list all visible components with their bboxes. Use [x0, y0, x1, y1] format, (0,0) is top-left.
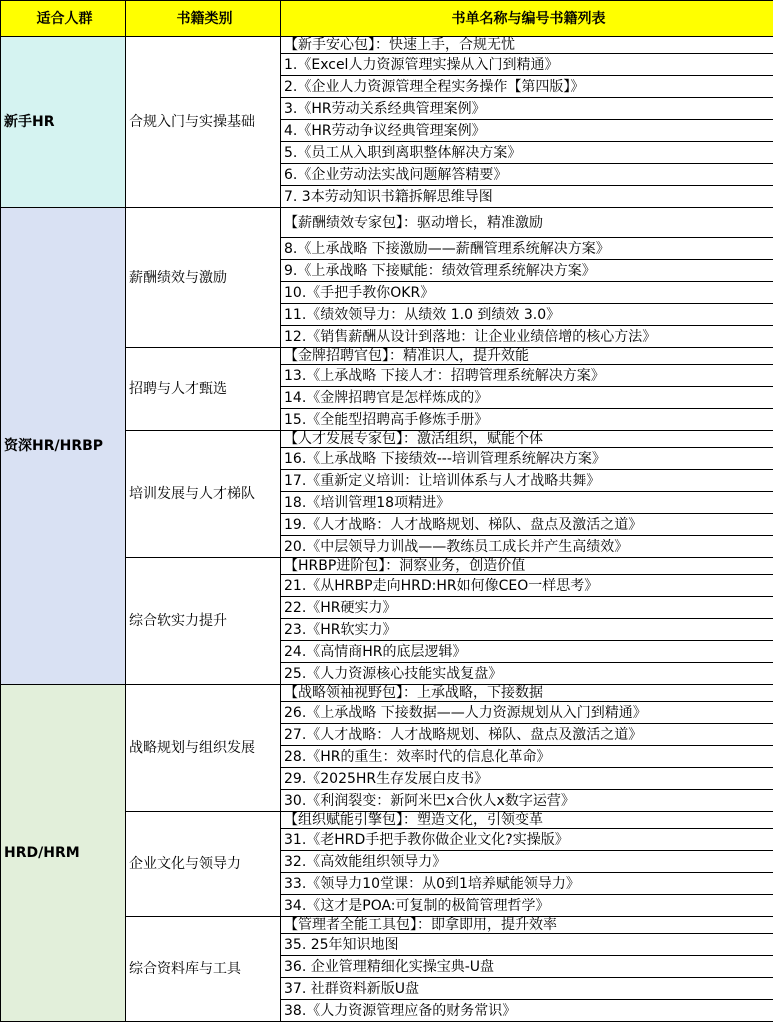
- book-cell[interactable]: 19.《人才战略：人才战略规划、梯队、盘点及激活之道》: [281, 514, 773, 536]
- package-title-cell[interactable]: 【新手安心包】：快速上手，合规无忧: [281, 37, 773, 54]
- book-cell[interactable]: 31.《老HRD手把手教你做企业文化?实操版》: [281, 829, 773, 851]
- book-cell[interactable]: 5.《员工从入职到离职整体解决方案》: [281, 142, 773, 164]
- header-audience[interactable]: 适合人群: [1, 1, 126, 37]
- category-cell[interactable]: 培训发展与人才梯队: [126, 431, 281, 558]
- book-cell[interactable]: 10.《手把手教你OKR》: [281, 282, 773, 304]
- book-cell[interactable]: 37. 社群资料新版U盘: [281, 978, 773, 1000]
- book-cell[interactable]: 29.《2025HR生存发展白皮书》: [281, 768, 773, 790]
- audience-cell-director[interactable]: HRD/HRM: [1, 685, 126, 1022]
- category-cell[interactable]: 综合资料库与工具: [126, 917, 281, 1022]
- book-cell[interactable]: 6.《企业劳动法实战问题解答精要》: [281, 164, 773, 186]
- category-cell[interactable]: 企业文化与领导力: [126, 812, 281, 917]
- book-cell[interactable]: 13.《上承战略 下接人才：招聘管理系统解决方案》: [281, 365, 773, 387]
- header-row: [1, 1, 773, 37]
- book-cell[interactable]: 4.《HR劳动争议经典管理案例》: [281, 120, 773, 142]
- table-row: [1, 208, 773, 238]
- package-title-cell[interactable]: 【HRBP进阶包】：洞察业务，创造价值: [281, 558, 773, 575]
- package-title-cell[interactable]: 【管理者全能工具包】：即拿即用，提升效率: [281, 917, 773, 934]
- book-cell[interactable]: 34.《这才是POA:可复制的极简管理哲学》: [281, 895, 773, 917]
- book-cell[interactable]: 26.《上承战略 下接数据——人力资源规划从入门到精通》: [281, 702, 773, 724]
- book-cell[interactable]: 24.《高情商HR的底层逻辑》: [281, 641, 773, 663]
- book-cell[interactable]: 7. 3本劳动知识书籍拆解思维导图: [281, 186, 773, 208]
- book-cell[interactable]: 30.《利润裂变：新阿米巴x合伙人x数字运营》: [281, 790, 773, 812]
- book-cell[interactable]: 9.《上承战略 下接赋能：绩效管理系统解决方案》: [281, 260, 773, 282]
- book-cell[interactable]: 8.《上承战略 下接激励——薪酬管理系统解决方案》: [281, 238, 773, 260]
- book-cell[interactable]: 27.《人才战略：人才战略规划、梯队、盘点及激活之道》: [281, 724, 773, 746]
- book-cell[interactable]: 33.《领导力10堂课：从0到1培养赋能领导力》: [281, 873, 773, 895]
- header-category[interactable]: 书籍类别: [126, 1, 281, 37]
- audience-cell-senior[interactable]: 资深HR/HRBP: [1, 208, 126, 685]
- book-cell[interactable]: 28.《HR的重生：效率时代的信息化革命》: [281, 746, 773, 768]
- category-cell[interactable]: 招聘与人才甄选: [126, 348, 281, 431]
- book-cell[interactable]: 32.《高效能组织领导力》: [281, 851, 773, 873]
- book-cell[interactable]: 14.《金牌招聘官是怎样炼成的》: [281, 387, 773, 409]
- book-cell[interactable]: 22.《HR硬实力》: [281, 597, 773, 619]
- book-cell[interactable]: 15.《全能型招聘高手修炼手册》: [281, 409, 773, 431]
- package-title-cell[interactable]: 【人才发展专家包】：激活组织，赋能个体: [281, 431, 773, 448]
- book-cell[interactable]: 2.《企业人力资源管理全程实务操作【第四版】》: [281, 76, 773, 98]
- audience-cell-newbie[interactable]: 新手HR: [1, 37, 126, 208]
- package-title-cell[interactable]: 【薪酬绩效专家包】：驱动增长，精准激励: [281, 208, 773, 238]
- category-cell[interactable]: 薪酬绩效与激励: [126, 208, 281, 348]
- package-title-cell[interactable]: 【金牌招聘官包】：精准识人，提升效能: [281, 348, 773, 365]
- package-title-cell[interactable]: 【战略领袖视野包】：上承战略，下接数据: [281, 685, 773, 702]
- book-cell[interactable]: 36. 企业管理精细化实操宝典-U盘: [281, 956, 773, 978]
- header-books[interactable]: 书单名称与编号书籍列表: [281, 1, 773, 37]
- book-cell[interactable]: 1.《Excel人力资源管理实操从入门到精通》: [281, 54, 773, 76]
- book-cell[interactable]: 23.《HR软实力》: [281, 619, 773, 641]
- package-title-cell[interactable]: 【组织赋能引擎包】：塑造文化，引领变革: [281, 812, 773, 829]
- book-cell[interactable]: 3.《HR劳动关系经典管理案例》: [281, 98, 773, 120]
- book-cell[interactable]: 35. 25年知识地图: [281, 934, 773, 956]
- book-cell[interactable]: 16.《上承战略 下接绩效---培训管理系统解决方案》: [281, 448, 773, 470]
- book-cell[interactable]: 17.《重新定义培训：让培训体系与人才战略共舞》: [281, 470, 773, 492]
- category-cell[interactable]: 合规入门与实操基础: [126, 37, 281, 208]
- book-cell[interactable]: 11.《绩效领导力：从绩效 1.0 到绩效 3.0》: [281, 304, 773, 326]
- book-cell[interactable]: 21.《从HRBP走向HRD:HR如何像CEO一样思考》: [281, 575, 773, 597]
- book-cell[interactable]: 18.《培训管理18项精进》: [281, 492, 773, 514]
- table-row: [1, 37, 773, 54]
- book-cell[interactable]: 12.《销售薪酬从设计到落地：让企业业绩倍增的核心方法》: [281, 326, 773, 348]
- category-cell[interactable]: 战略规划与组织发展: [126, 685, 281, 812]
- table-row: [1, 685, 773, 702]
- book-cell[interactable]: 25.《人力资源核心技能实战复盘》: [281, 663, 773, 685]
- book-cell[interactable]: 38.《人力资源管理应备的财务常识》: [281, 1000, 773, 1022]
- book-cell[interactable]: 20.《中层领导力训战——教练员工成长并产生高绩效》: [281, 536, 773, 558]
- category-cell[interactable]: 综合软实力提升: [126, 558, 281, 685]
